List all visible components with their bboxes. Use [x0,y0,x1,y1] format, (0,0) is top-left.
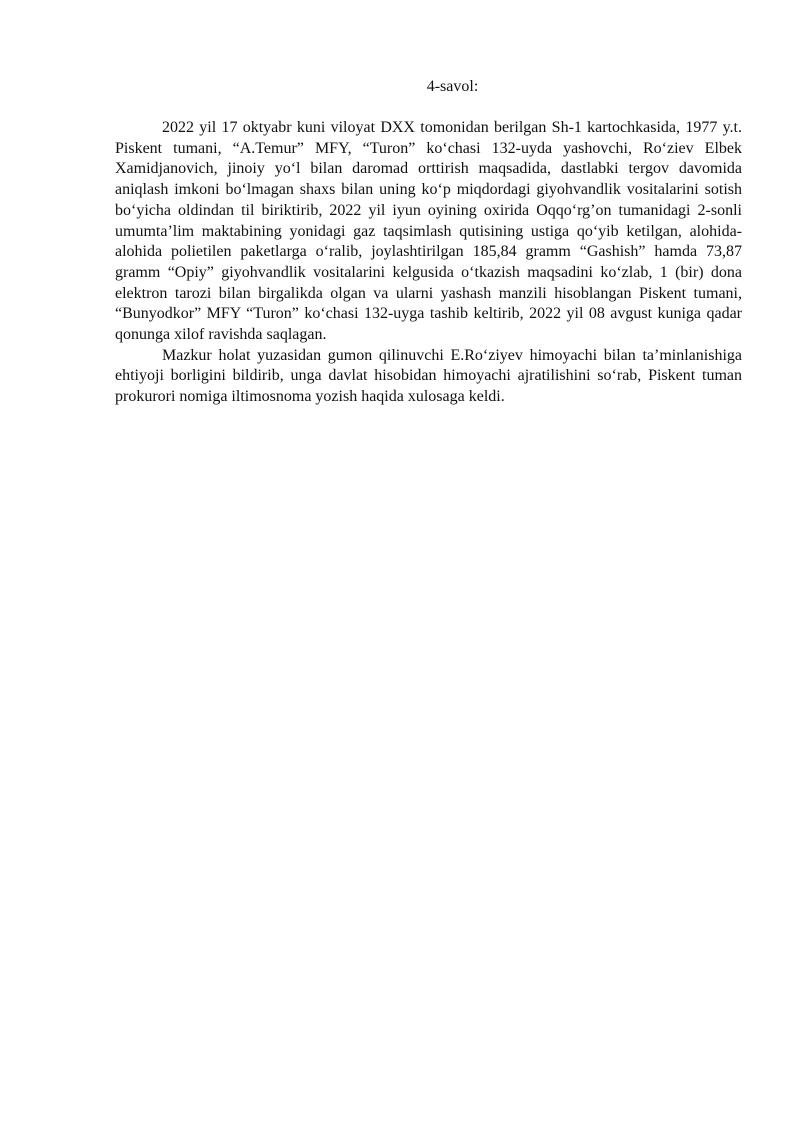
document-body [115,118,742,408]
paragraph-conclusion: Mazkur holat yuzasidan gumon qilinuvchi E.Ro‘ziyev himoyachi bilan ta’minlanishiga ehtiyoji borligini bildirib, unga davlat hisobidan himoyachi ajratilishini so‘rab, Piskent tuman prokurori nomiga iltimosnoma yozish haqida xulosaga keldi. [115,346,742,406]
paragraph-case-facts: 2022 yil 17 oktyabr kuni viloyat DXX tomonidan berilgan Sh-1 kartochkasida, 1977 y.t. Piskent tumani, “A.Temur” MFY, “Turon” ko‘chasi 132-uyda yashovchi, Ro‘ziev Elbek Xamidjanovich, jinoiy yo‘l bilan daromad orttirish maqsadida, dastlabki tergov davomida aniqlash imkoni bo‘lmagan shaxs bilan uning ko‘p miqdordagi giyohvandlik vositalarini sotish bo‘yicha oldindan til biriktirib, 2022 yil iyun oyining oxirida Oqqo‘rg’on tumanidagi 2-sonli umumta’lim maktabining yonidagi gaz taqsimlash qutisining ustiga qo‘yib ketilgan, alohida-alohida polietilen paketlarga o‘ralib, joylashtirilgan 185,84 gramm “Gashish” hamda 73,87 gramm “Opiy” giyohvandlik vositalarini kelgusida o‘tkazish maqsadini ko‘zlab, 1 (bir) dona elektron tarozi bilan birgalikda olgan va ularni yashash manzili hisoblangan Piskent tumani, “Bunyodkor” MFY “Turon” ko‘chasi 132-uyga tashib keltirib, 2022 yil 08 avgust kuniga qadar qonunga xilof ravishda saqlagan. [115,119,742,344]
question-title: 4-savol: [426,78,479,95]
